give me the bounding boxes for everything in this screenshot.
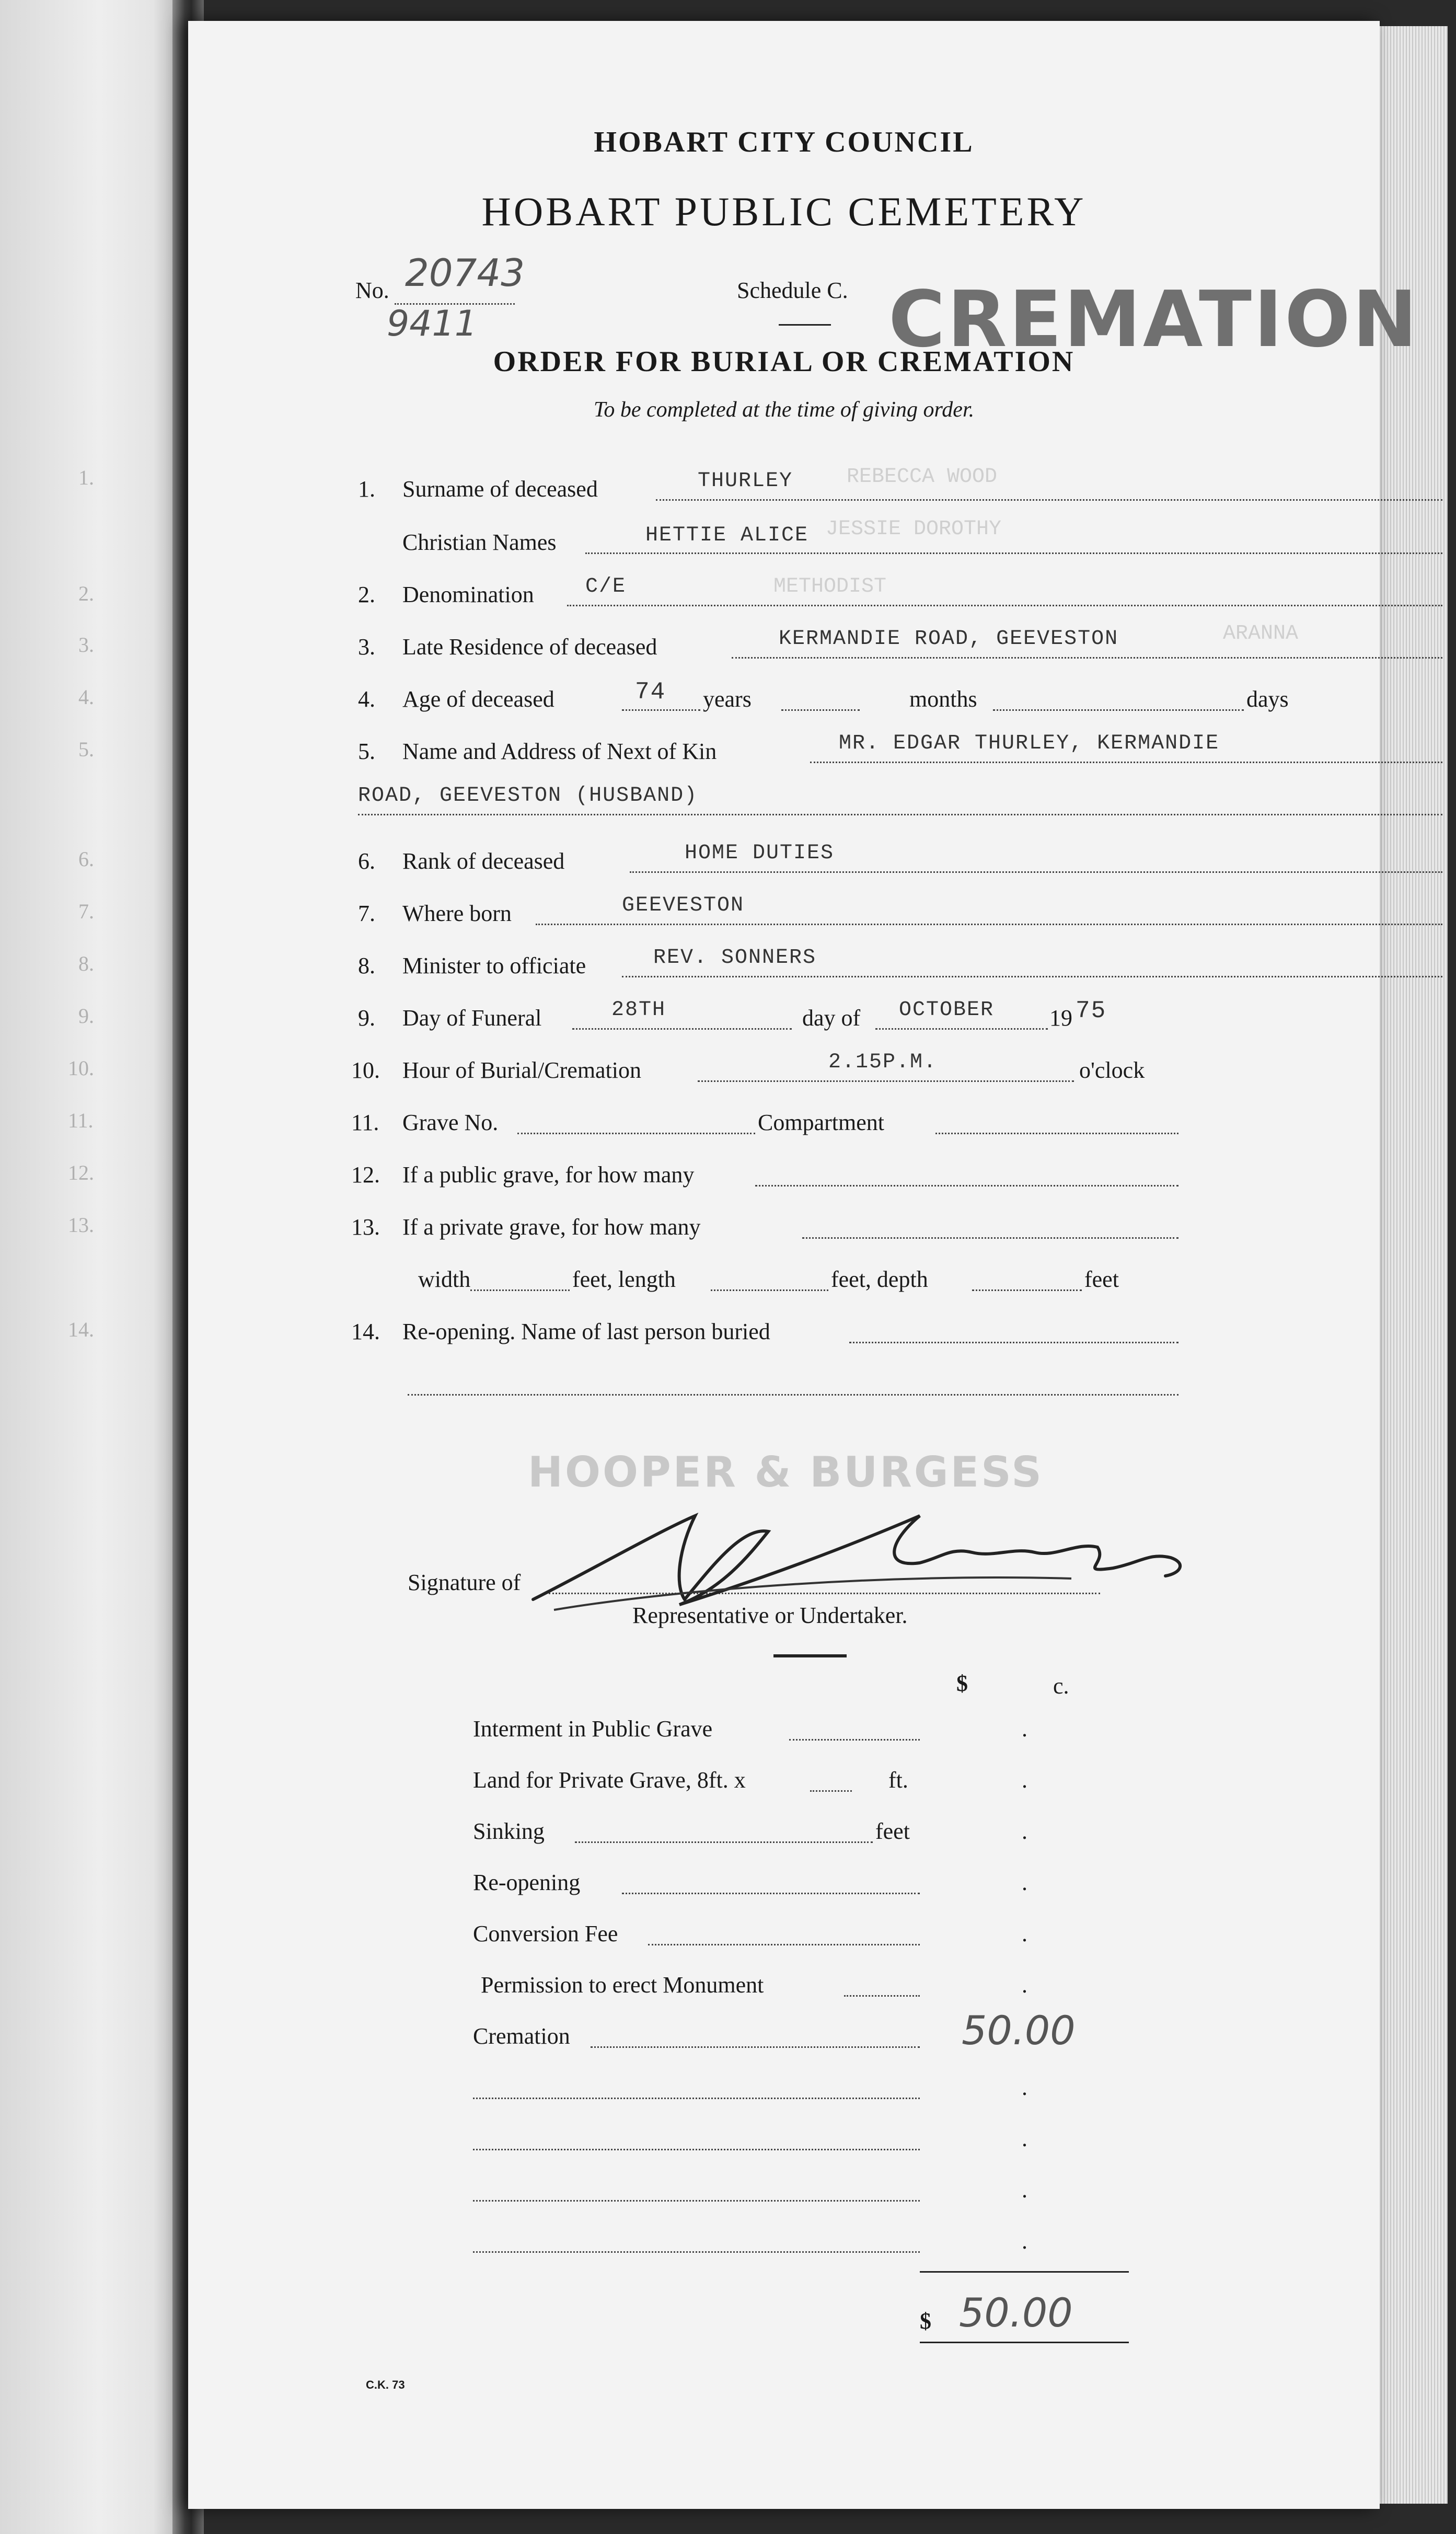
fee-line bbox=[591, 2046, 920, 2048]
funeral-day-value: 28TH bbox=[611, 998, 666, 1022]
blank-fee-line bbox=[473, 2149, 920, 2150]
where-born-label: Where born bbox=[402, 901, 512, 926]
denomination-label: Denomination bbox=[402, 582, 534, 607]
next-of-kin-value-1: MR. EDGAR THURLEY, KERMANDIE bbox=[839, 732, 1220, 755]
fee-label: Re-opening bbox=[473, 1870, 581, 1895]
re-opening-label: Re-opening. Name of last person buried bbox=[402, 1319, 770, 1344]
grave-no-label: Grave No. bbox=[402, 1110, 499, 1135]
hour-value: 2.15P.M. bbox=[828, 1051, 938, 1074]
months-label: months bbox=[909, 686, 977, 712]
grave-no-line bbox=[517, 1133, 755, 1134]
field-number: 12. bbox=[351, 1162, 380, 1188]
field-number: 11. bbox=[351, 1110, 379, 1135]
fee-line bbox=[575, 1841, 873, 1843]
surname-value: THURLEY bbox=[698, 469, 793, 493]
late-residence-label: Late Residence of deceased bbox=[402, 634, 657, 660]
field-number: 4. bbox=[358, 686, 375, 712]
total-rule-bottom bbox=[920, 2342, 1129, 2343]
re-opening-line-2 bbox=[408, 1394, 1178, 1396]
feet-depth-label: feet, depth bbox=[831, 1266, 928, 1292]
width-label: width bbox=[418, 1266, 471, 1292]
denomination-value: C/E bbox=[585, 575, 627, 598]
hour-line bbox=[698, 1080, 1074, 1082]
hour-label: Hour of Burial/Cremation bbox=[402, 1057, 642, 1083]
fee-value: . bbox=[1022, 2075, 1027, 2100]
field-number: 6. bbox=[358, 848, 375, 874]
ghost-text: 6. bbox=[78, 847, 94, 871]
years-label: years bbox=[703, 686, 752, 712]
public-grave-line bbox=[755, 1185, 1178, 1187]
late-residence-value: KERMANDIE ROAD, GEEVESTON bbox=[779, 627, 1119, 651]
years-line bbox=[781, 709, 860, 711]
record-number-value: 20743 bbox=[405, 251, 525, 295]
oclock-label: o'clock bbox=[1079, 1057, 1145, 1083]
cremation-stamp: CREMATION bbox=[888, 274, 1419, 364]
ghost-text: 3. bbox=[78, 633, 94, 656]
fee-value: . bbox=[1022, 1972, 1027, 1998]
cents-header: c. bbox=[1053, 1673, 1069, 1699]
council-title: HOBART CITY COUNCIL bbox=[594, 126, 974, 158]
fee-value: . bbox=[1022, 1767, 1027, 1793]
undertaker-stamp: HOOPER & BURGESS bbox=[528, 1448, 1044, 1496]
fee-line bbox=[810, 1790, 852, 1792]
age-value: 74 bbox=[635, 678, 666, 706]
section-divider bbox=[773, 1654, 847, 1657]
bleed-through: REBECCA WOOD bbox=[847, 465, 998, 489]
form-code: C.K. 73 bbox=[366, 2378, 405, 2391]
ghost-text: 9. bbox=[78, 1004, 94, 1028]
form-instruction: To be completed at the time of giving order. bbox=[593, 398, 975, 422]
ghost-text: 8. bbox=[78, 952, 94, 975]
blank-fee-line bbox=[473, 2098, 920, 2099]
signature-label: Signature of bbox=[408, 1570, 521, 1595]
bleed-through: ARANNA bbox=[1223, 622, 1299, 646]
ghost-text: 7. bbox=[78, 900, 94, 923]
compartment-label: Compartment bbox=[758, 1110, 884, 1135]
christian-names-line bbox=[585, 552, 1442, 554]
next-of-kin-line-2 bbox=[358, 814, 1442, 815]
compartment-line bbox=[935, 1133, 1178, 1134]
age-label: Age of deceased bbox=[402, 686, 554, 712]
fee-label: Conversion Fee bbox=[473, 1921, 618, 1946]
left-facing-page bbox=[0, 0, 180, 2534]
cremation-fee-value: 50.00 bbox=[962, 2007, 1076, 2054]
re-opening-line bbox=[849, 1342, 1178, 1343]
funeral-year-value: 75 bbox=[1076, 997, 1107, 1024]
bleed-through: METHODIST bbox=[773, 575, 887, 598]
fee-value: . bbox=[1022, 2126, 1027, 2151]
field-number: 7. bbox=[358, 901, 375, 926]
length-line bbox=[711, 1289, 828, 1291]
fee-value: . bbox=[1022, 2177, 1027, 2203]
field-number: 14. bbox=[351, 1319, 380, 1344]
months-line bbox=[993, 709, 1244, 711]
field-number: 13. bbox=[351, 1214, 380, 1240]
next-of-kin-value-2: ROAD, GEEVESTON (HUSBAND) bbox=[358, 784, 698, 808]
form-page bbox=[188, 21, 1419, 2509]
minister-label: Minister to officiate bbox=[402, 953, 586, 978]
public-grave-label: If a public grave, for how many bbox=[402, 1162, 695, 1188]
rank-line bbox=[630, 871, 1442, 873]
dollar-header: $ bbox=[956, 1671, 968, 1696]
funeral-month-line bbox=[875, 1028, 1048, 1030]
fee-label: Interment in Public Grave bbox=[473, 1716, 713, 1742]
page-edges bbox=[1369, 26, 1448, 2504]
ghost-text: 4. bbox=[78, 685, 94, 709]
field-number: 10. bbox=[351, 1057, 380, 1083]
fee-suffix: feet bbox=[875, 1818, 910, 1844]
minister-value: REV. SONNERS bbox=[653, 946, 817, 970]
field-number: 9. bbox=[358, 1005, 375, 1031]
short-rule bbox=[779, 324, 831, 326]
where-born-value: GEEVESTON bbox=[622, 894, 745, 917]
depth-line bbox=[972, 1289, 1082, 1291]
surname-line bbox=[656, 499, 1442, 501]
christian-names-label: Christian Names bbox=[402, 529, 557, 555]
feet-label: feet bbox=[1084, 1266, 1119, 1292]
form-title: ORDER FOR BURIAL OR CREMATION bbox=[493, 345, 1075, 378]
ghost-text: 13. bbox=[68, 1213, 94, 1237]
ghost-text: 10. bbox=[68, 1056, 94, 1080]
total-value: 50.00 bbox=[959, 2289, 1073, 2336]
blank-fee-line bbox=[473, 2251, 920, 2253]
fee-value: . bbox=[1022, 1870, 1027, 1895]
next-of-kin-label: Name and Address of Next of Kin bbox=[402, 739, 717, 764]
funeral-day-label: Day of Funeral bbox=[402, 1005, 542, 1031]
fee-value: . bbox=[1022, 1716, 1027, 1742]
late-residence-line bbox=[732, 657, 1442, 659]
funeral-day-line bbox=[572, 1028, 792, 1030]
funeral-month-value: OCTOBER bbox=[899, 998, 995, 1022]
fee-value: . bbox=[1022, 2228, 1027, 2254]
feet-length-label: feet, length bbox=[572, 1266, 676, 1292]
fee-line bbox=[789, 1739, 920, 1741]
fee-line bbox=[844, 1995, 920, 1997]
days-label: days bbox=[1246, 686, 1289, 712]
rank-label: Rank of deceased bbox=[402, 848, 565, 874]
ghost-text: 12. bbox=[68, 1161, 94, 1184]
rank-value: HOME DUTIES bbox=[685, 842, 835, 865]
field-number: 8. bbox=[358, 953, 375, 978]
fee-label: Sinking bbox=[473, 1818, 545, 1844]
fee-value: . bbox=[1022, 1818, 1027, 1844]
record-number-label: No. bbox=[355, 278, 389, 303]
ghost-text: 5. bbox=[78, 738, 94, 761]
next-of-kin-line bbox=[810, 762, 1442, 763]
signature-caption: Representative or Undertaker. bbox=[632, 1603, 908, 1628]
surname-label: Surname of deceased bbox=[402, 476, 598, 502]
field-number: 2. bbox=[358, 582, 375, 607]
fee-label: Cremation bbox=[473, 2023, 570, 2049]
ghost-text: 14. bbox=[68, 1318, 94, 1341]
field-number: 5. bbox=[358, 739, 375, 764]
ghost-text: 11. bbox=[68, 1109, 94, 1132]
fee-line bbox=[622, 1893, 920, 1894]
bleed-through: JESSIE DOROTHY bbox=[826, 517, 1002, 541]
day-of-label: day of bbox=[802, 1005, 861, 1031]
christian-names-value: HETTIE ALICE bbox=[645, 524, 809, 547]
year-prefix: 19 bbox=[1049, 1005, 1072, 1031]
private-grave-line bbox=[802, 1237, 1178, 1239]
age-line bbox=[622, 709, 700, 711]
minister-line bbox=[622, 976, 1442, 977]
where-born-line bbox=[536, 924, 1442, 925]
record-number-value-2: 9411 bbox=[387, 303, 478, 344]
fee-suffix: ft. bbox=[888, 1767, 908, 1793]
cemetery-title: HOBART PUBLIC CEMETERY bbox=[481, 189, 1087, 234]
fee-label: Land for Private Grave, 8ft. x bbox=[473, 1767, 746, 1793]
private-grave-label: If a private grave, for how many bbox=[402, 1214, 701, 1240]
field-number: 1. bbox=[358, 476, 375, 502]
total-dollar: $ bbox=[920, 2308, 931, 2334]
fee-value: . bbox=[1022, 1921, 1027, 1946]
ghost-text: 1. bbox=[78, 466, 94, 489]
field-number: 3. bbox=[358, 634, 375, 660]
width-line bbox=[470, 1289, 570, 1291]
denomination-line bbox=[567, 605, 1442, 606]
blank-fee-line bbox=[473, 2200, 920, 2202]
ghost-text: 2. bbox=[78, 582, 94, 605]
fee-line bbox=[648, 1944, 920, 1945]
total-rule-top bbox=[920, 2271, 1129, 2273]
fee-label: Permission to erect Monument bbox=[481, 1972, 764, 1998]
schedule-label: Schedule C. bbox=[737, 278, 848, 303]
